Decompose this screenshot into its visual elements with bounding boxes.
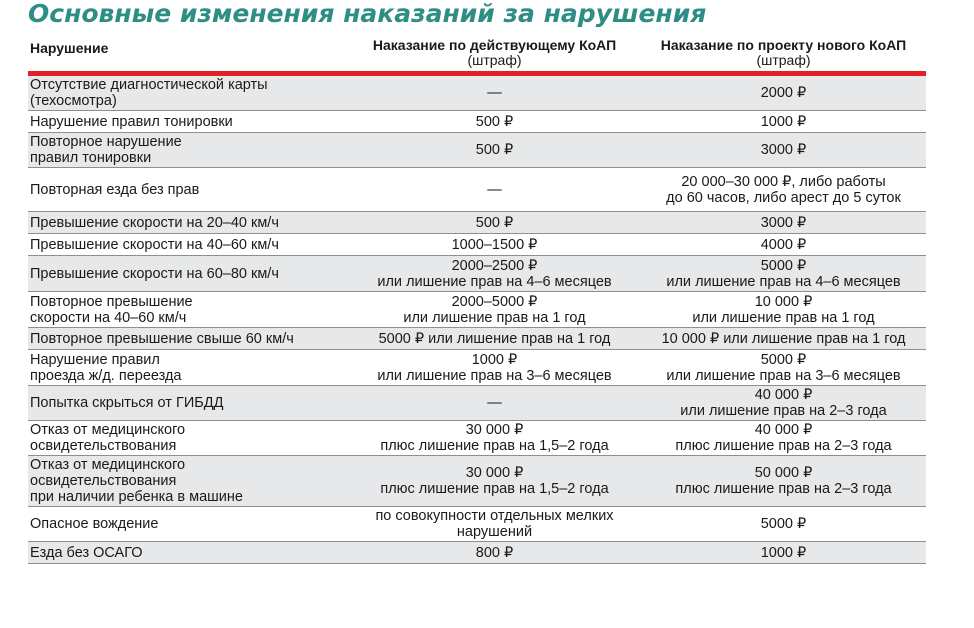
cell-violation xyxy=(28,234,348,256)
cell-current-line: 1000–1500 ₽ xyxy=(451,236,538,253)
cell-violation xyxy=(28,456,348,507)
cell-proposed-line: 5000 ₽ xyxy=(760,257,807,274)
cell-proposed xyxy=(641,386,926,421)
cell-proposed-line: плюс лишение прав на 2–3 года xyxy=(675,481,892,497)
cell-current xyxy=(348,234,641,256)
cell-violation-line: Повторное превышение xyxy=(30,293,193,310)
cell-violation xyxy=(28,292,348,328)
cell-current-line: 2000–5000 ₽ xyxy=(451,293,538,310)
cell-proposed-line: 40 000 ₽ xyxy=(754,422,813,438)
cell-current-line: 1000 ₽ xyxy=(471,351,518,368)
cell-proposed-line: 10 000 ₽ xyxy=(754,293,813,310)
cell-proposed xyxy=(641,256,926,292)
cell-current-line: или лишение прав на 4–6 месяцев xyxy=(377,273,612,290)
cell-current-line: 800 ₽ xyxy=(475,544,514,561)
cell-proposed-line: до 60 часов, либо арест до 5 суток xyxy=(666,189,901,206)
cell-violation xyxy=(28,386,348,421)
cell-proposed-line: 1000 ₽ xyxy=(760,113,807,130)
cell-violation xyxy=(28,133,348,168)
cell-proposed xyxy=(641,542,926,564)
cell-current-line: 500 ₽ xyxy=(475,142,514,158)
cell-violation-line: Отказ от медицинского xyxy=(30,422,186,438)
cell-violation xyxy=(28,507,348,542)
cell-violation-line: Повторная езда без прав xyxy=(30,181,200,198)
cell-current xyxy=(348,386,641,421)
cell-proposed-line: плюс лишение прав на 2–3 года xyxy=(675,438,892,454)
cell-violation xyxy=(28,421,348,456)
cell-current xyxy=(348,111,641,133)
cell-current-line: 30 000 ₽ xyxy=(465,465,524,481)
cell-violation xyxy=(28,212,348,234)
cell-proposed-line: 3000 ₽ xyxy=(760,214,807,231)
cell-proposed xyxy=(641,212,926,234)
cell-current xyxy=(348,507,641,542)
table-row xyxy=(28,234,926,256)
cell-current-line: — xyxy=(487,85,502,101)
cell-violation-line: Превышение скорости на 60–80 км/ч xyxy=(30,265,279,282)
cell-proposed xyxy=(641,421,926,456)
cell-proposed-line: 4000 ₽ xyxy=(760,236,807,253)
cell-violation-line: Отсутствие диагностической карты xyxy=(30,77,268,93)
cell-current xyxy=(348,256,641,292)
cell-violation-line: (техосмотра) xyxy=(30,93,117,109)
cell-proposed-line: 2000 ₽ xyxy=(760,85,807,101)
cell-violation xyxy=(28,74,348,111)
cell-proposed xyxy=(641,111,926,133)
cell-proposed-line: 40 000 ₽ xyxy=(754,387,813,403)
column-header-proposed xyxy=(641,29,926,74)
table-body xyxy=(28,74,926,564)
cell-current-line: 2000–2500 ₽ xyxy=(451,257,538,274)
cell-proposed-line: 10 000 ₽ или лишение прав на 1 год xyxy=(661,330,906,347)
table-row xyxy=(28,74,926,111)
table-row xyxy=(28,456,926,507)
cell-current xyxy=(348,74,641,111)
cell-proposed-line: 1000 ₽ xyxy=(760,544,807,561)
cell-proposed-line: 5000 ₽ xyxy=(760,351,807,368)
cell-proposed xyxy=(641,350,926,386)
table-row xyxy=(28,421,926,456)
cell-current xyxy=(348,133,641,168)
cell-proposed xyxy=(641,328,926,350)
cell-current xyxy=(348,292,641,328)
cell-violation-line: при наличии ребенка в машине xyxy=(30,489,243,505)
table-row xyxy=(28,256,926,292)
page-title: Основные изменения наказаний за нарушения xyxy=(28,0,707,28)
cell-proposed xyxy=(641,234,926,256)
cell-violation xyxy=(28,256,348,292)
cell-proposed xyxy=(641,168,926,212)
cell-current-line: 5000 ₽ или лишение прав на 1 год xyxy=(378,330,611,347)
column-header-proposed-sublabel: (штраф) xyxy=(756,52,811,68)
cell-current-line: 30 000 ₽ xyxy=(465,422,524,438)
cell-current xyxy=(348,350,641,386)
cell-violation-line: освидетельствования xyxy=(30,473,177,489)
cell-current-line: по совокупности отдельных мелких xyxy=(375,508,614,524)
table-row xyxy=(28,507,926,542)
cell-violation-line: Опасное вождение xyxy=(30,516,159,532)
table-row xyxy=(28,292,926,328)
cell-current xyxy=(348,456,641,507)
cell-current xyxy=(348,421,641,456)
table-row xyxy=(28,133,926,168)
cell-proposed xyxy=(641,133,926,168)
cell-violation xyxy=(28,111,348,133)
cell-current xyxy=(348,212,641,234)
cell-current-line: плюс лишение прав на 1,5–2 года xyxy=(380,438,609,454)
cell-violation-line: Езда без ОСАГО xyxy=(30,544,143,561)
cell-proposed xyxy=(641,292,926,328)
cell-current-line: 500 ₽ xyxy=(475,214,514,231)
cell-current-line: нарушений xyxy=(456,524,533,540)
table-row xyxy=(28,111,926,133)
cell-violation-line: Отказ от медицинского xyxy=(30,457,186,473)
cell-current xyxy=(348,542,641,564)
cell-violation-line: Превышение скорости на 40–60 км/ч xyxy=(30,236,279,253)
cell-violation-line: проезда ж/д. переезда xyxy=(30,367,182,384)
cell-violation-line: скорости на 40–60 км/ч xyxy=(30,309,187,326)
cell-violation-line: правил тонировки xyxy=(30,150,152,166)
cell-current-line: или лишение прав на 1 год xyxy=(403,309,586,326)
cell-violation xyxy=(28,168,348,212)
cell-current-line: — xyxy=(487,181,502,198)
column-header-proposed-label: Наказание по проекту нового КоАП xyxy=(660,37,907,53)
table-row xyxy=(28,212,926,234)
column-header-violation xyxy=(28,29,348,74)
column-header-current-label: Наказание по действующему КоАП xyxy=(372,37,617,53)
cell-violation xyxy=(28,350,348,386)
cell-current-line: или лишение прав на 3–6 месяцев xyxy=(377,367,612,384)
cell-current xyxy=(348,168,641,212)
table-header-row xyxy=(28,29,926,74)
column-header-current-sublabel: (штраф) xyxy=(467,52,522,68)
table-row xyxy=(28,350,926,386)
cell-proposed-line: 5000 ₽ xyxy=(760,516,807,532)
cell-violation-line: Превышение скорости на 20–40 км/ч xyxy=(30,214,279,231)
table-row xyxy=(28,542,926,564)
cell-proposed-line: или лишение прав на 2–3 года xyxy=(680,403,887,419)
cell-violation-line: Попытка скрыться от ГИБДД xyxy=(30,395,224,411)
cell-violation-line: Повторное превышение свыше 60 км/ч xyxy=(30,330,294,347)
cell-proposed xyxy=(641,456,926,507)
cell-violation xyxy=(28,542,348,564)
cell-violation-line: Нарушение правил xyxy=(30,351,160,368)
cell-proposed-line: или лишение прав на 1 год xyxy=(692,309,875,326)
cell-proposed-line: 50 000 ₽ xyxy=(754,465,813,481)
cell-violation-line: Повторное нарушение xyxy=(30,134,182,150)
cell-current xyxy=(348,328,641,350)
column-header-violation-label: Нарушение xyxy=(30,40,109,56)
cell-violation-line: освидетельствования xyxy=(30,438,177,454)
cell-violation xyxy=(28,328,348,350)
table-row xyxy=(28,386,926,421)
table-row xyxy=(28,328,926,350)
cell-proposed-line: 3000 ₽ xyxy=(760,142,807,158)
penalties-table xyxy=(28,29,926,564)
cell-violation-line: Нарушение правил тонировки xyxy=(30,113,233,130)
cell-proposed-line: или лишение прав на 4–6 месяцев xyxy=(666,273,901,290)
table-row xyxy=(28,168,926,212)
column-header-current xyxy=(348,29,641,74)
cell-current-line: плюс лишение прав на 1,5–2 года xyxy=(380,481,609,497)
cell-current-line: 500 ₽ xyxy=(475,113,514,130)
cell-proposed xyxy=(641,507,926,542)
cell-proposed xyxy=(641,74,926,111)
cell-proposed-line: или лишение прав на 3–6 месяцев xyxy=(666,367,901,384)
cell-current-line: — xyxy=(487,395,502,411)
cell-proposed-line: 20 000–30 000 ₽, либо работы xyxy=(681,173,886,190)
